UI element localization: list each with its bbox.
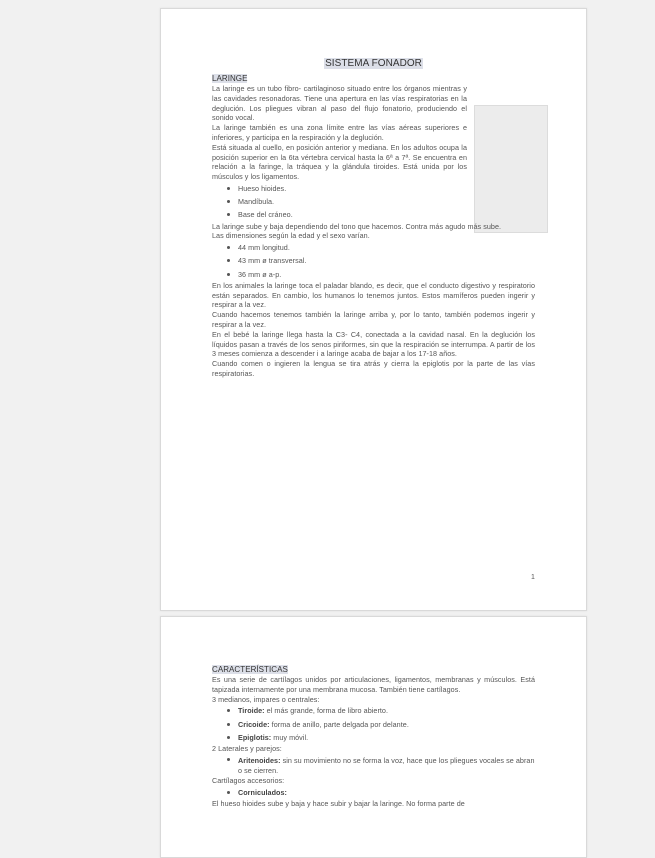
bones-list (212, 182, 535, 222)
page-number: 1 (531, 574, 535, 581)
term: Aritenoides: (238, 755, 281, 765)
description: forma de anillo, parte delgada por delante. (269, 719, 409, 729)
section-heading-laringe: LARINGE (212, 74, 248, 83)
list-item (238, 704, 535, 717)
list-item: 43 mm ø transversal. (238, 254, 535, 267)
label-medianos: 3 medianos, impares o centrales: (212, 694, 320, 704)
paragraph-location: Está situada al cuello, en posición anterior y mediana. En los adultos ocupa la posición superior en la 6ta vértebra cervical hasta la 6ª a 7ª. Se encuentra en relación a la faringe, la tráquea y la glándula tiroides. Está unida por los músculos y los ligamentos. (212, 142, 467, 182)
description: el más grande, forma de libro abierto. (264, 706, 389, 716)
list-item (238, 731, 535, 744)
paragraph-animals: En los animales la laringe toca el paladar blando, es decir, que el conducto digestivo y respiratorio están separados. En cambio, los humanos lo tenemos juntos. Estos mamíferos pueden ingerir y respirar a la vez. (212, 280, 535, 310)
description: muy móvil. (271, 732, 309, 742)
list-item (238, 754, 535, 777)
dimensions-list (212, 241, 535, 281)
accesorios-list (212, 786, 535, 799)
paragraph-series: Es una serie de cartílagos unidos por articulaciones, ligamentos, membranas y músculos. Está tapizada internamente por una membrana mucosa. También tiene cartílagos. (212, 675, 535, 694)
list-item: Base del cráneo. (238, 208, 535, 221)
paragraph-intro: La laringe es un tubo fibro- cartilaginoso situado entre los órganos mientras y las cavidades resonadoras. Tiene una apertura en las vías respiratorias en la deglución. Los pliegues vibran al paso del flujo fonatorio, produciendo el sonido vocal. (212, 84, 467, 123)
list-item (238, 786, 535, 799)
document-page-2 (160, 616, 587, 858)
paragraph-limit: La laringe también es una zona límite entre las vías aéreas superiores e inferiores, y participa en la respiración y la deglución. (212, 123, 467, 142)
paragraph-hioides: El hueso hioides sube y baja y hace subir y bajar la laringe. No forma parte de (212, 799, 465, 809)
term: Tiroide: (238, 706, 265, 716)
list-item: Hueso hioides. (238, 182, 535, 195)
term: Cricoide: (238, 719, 270, 729)
paragraph-baby: En el bebé la laringe llega hasta la C3- C4, conectada a la cavidad nasal. En la deglución los líquidos pasan a través de los senos piriformes, sin que la respiración se interrumpa. A partir de los 3 meses comienza a descender i a laringe acaba de bajar a los 17-18 años. (212, 329, 535, 359)
paragraph-yawn: Cuando hacemos tenemos también la laringe arriba y, por lo tanto, también podemos ingerir y respirar a la vez. (212, 310, 535, 329)
label-laterales: 2 Laterales y parejos: (212, 744, 282, 753)
label-accesorios: Cartílagos accesorios: (212, 776, 285, 786)
paragraph-tone: La laringe sube y baja dependiendo del tono que hacemos. Contra más agudo más sube. (212, 221, 502, 231)
section-heading-caracteristicas: CARACTERÍSTICAS (212, 665, 288, 674)
list-item: Mandíbula. (238, 195, 535, 208)
paragraph-dimensions: Las dimensiones según la edad y el sexo varían. (212, 231, 370, 241)
medianos-list (212, 704, 535, 744)
document-title: SISTEMA FONADOR (325, 58, 422, 69)
laterales-list (212, 754, 535, 777)
description: sin su movimiento no se forma la voz, hace que los pliegues vocales se abran o se cierren. (238, 755, 535, 775)
term: Epiglotis: (238, 732, 272, 742)
paragraph-eating: Cuando comen o ingieren la lengua se tira atrás y cierra la epiglotis por la parte de las vías respiratorias. (212, 359, 535, 378)
list-item: 36 mm ø a-p. (238, 268, 535, 281)
term: Corniculados: (238, 788, 287, 798)
list-item (238, 718, 535, 731)
document-page-1 (160, 8, 587, 611)
list-item: 44 mm longitud. (238, 241, 535, 254)
page-2-content (212, 664, 535, 809)
page-1-content (212, 57, 535, 379)
